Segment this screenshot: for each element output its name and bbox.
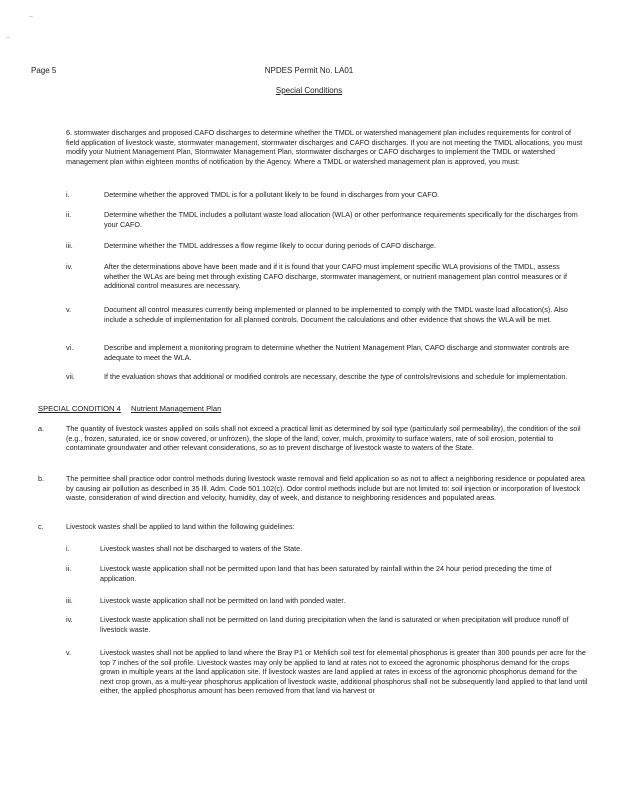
item-text: Livestock waste application shall not be permitted on land with ponded water.: [100, 596, 346, 605]
item-text: Livestock wastes shall not be applied to land where the Bray P1 or Mehlich soil test for elemental phosphorus is greater than 300 pounds per acre for the top 7 inches of the soil profile. Livestock wastes may only be applied to land at rates not to exceed the agronomic phosphorus demand for the crops grown in multiple years at the land application site. If livestock wastes are land applied at rates in excess of the agronomic phosphorus demand for the next crop grown, as a multi-year phosphorus application of livestock waste, additional phosphorus shall not be subsequently land applied to that land until either, the applied phosphorus amount has been removed from that land via harvest or: [100, 648, 588, 696]
intro-paragraph: 6. stormwater discharges and proposed CAFO discharges to determine whether the TMDL or watershed management plan includes requirements for control of field application of livestock waste, stormwater management, stormwater discharges and CAFO discharges. If you are not meeting the TMDL allocations, you must modify your Nutrient Management Plan, Stormwater Management Plan, stormwater discharges or CAFO discharges to implement the TMDL or watershed management plan within eighteen months of notification by the Agency. Where a TMDL or watershed management plan is approved, you must:: [66, 128, 583, 166]
item-number: iii.: [66, 241, 73, 250]
list-item: [66, 372, 586, 394]
page-subtitle: Special Conditions: [275, 86, 343, 95]
item-number: i.: [66, 190, 70, 199]
section-letter: c.: [38, 522, 44, 531]
item-number: v.: [66, 648, 72, 657]
item-text: Document all control measures currently being implemented or planned to be implemented to comply with the TMDL waste load allocation(s). Also include a schedule of implementation for all planned controls. Document the calculations and other evidence that shows the WLA will be met.: [104, 305, 568, 324]
permit-number: NPDES Permit No. LA01: [264, 66, 354, 75]
section-heading: [38, 404, 221, 413]
item-text: After the determinations above have been made and if it is found that your CAFO must implement specific WLA provisions of the TMDL, assess whether the WLAs are being met through existing CAFO discharge, stormwater management, or nutrient management plan control measures or if additional control measures are necessary.: [104, 262, 568, 291]
section-text: The permittee shall practice odor control methods during livestock waste removal and field application so as not to affect a neighboring residence or populated area by causing air pollution as described in 35 Ill. Adm. Code 501.102(c). Odor control methods include but are not limited to: soil injection or incorporation of livestock waste, consideration of wind direction and velocity, humidity, day of week, and distance to neighboring residences and populated areas.: [66, 474, 585, 503]
scan-speck: ..: [6, 33, 10, 40]
list-item: [66, 262, 586, 294]
section-text: Livestock wastes shall be applied to land within the following guidelines:: [66, 522, 295, 531]
section-item: [38, 522, 590, 534]
list-item: [66, 305, 586, 337]
item-number: iv.: [66, 615, 73, 624]
scan-speck: ..: [29, 12, 33, 19]
item-text: If the evaluation shows that additional or modified controls are necessary, describe the type of controls/revisions and schedule for implementation.: [104, 372, 568, 381]
section-heading-title: Nutrient Management Plan: [130, 404, 222, 413]
item-number: ii.: [66, 210, 72, 219]
list-item: [66, 210, 586, 232]
list-item: [66, 596, 590, 608]
item-number: ii.: [66, 564, 72, 573]
list-item: [66, 544, 590, 556]
list-item: [66, 564, 590, 586]
item-text: Determine whether the TMDL addresses a flow regime likely to occur during periods of CAFO discharge.: [104, 241, 436, 250]
item-text: Livestock waste application shall not be permitted upon land that has been saturated by rainfall within the 24 hour period preceding the time of application.: [100, 564, 552, 583]
list-item: [66, 190, 586, 202]
item-number: iv.: [66, 262, 73, 271]
list-item: [66, 615, 590, 637]
item-number: v.: [66, 305, 72, 314]
list-item: [66, 648, 590, 714]
list-item: [66, 241, 586, 253]
section-text: The quantity of livestock wastes applied on soils shall not exceed a practical limit as determined by soil type (particularly soil permeability), the condition of the soil (e.g., frozen, saturated, ice or snow covered, or unfrozen), the slope of the land, cover, mulch, proximity to surface waters, rate of soil erosion, potential to contaminate groundwater and other relevant considerations, so as to prevent discharge of livestock waste to waters of the State.: [66, 424, 581, 453]
item-number: vi.: [66, 343, 74, 352]
section-item: [38, 424, 590, 464]
item-text: Describe and implement a monitoring program to determine whether the Nutrient Management Plan, CAFO discharge and stormwater controls are adequate to meet the WLA.: [104, 343, 570, 362]
item-text: Livestock wastes shall not be discharged to waters of the State.: [100, 544, 303, 553]
section-heading-label: SPECIAL CONDITION 4: [38, 404, 121, 413]
section-letter: a.: [38, 424, 44, 433]
item-text: Determine whether the approved TMDL is for a pollutant likely to be found in discharges from your CAFO.: [104, 190, 440, 199]
list-item: [66, 343, 586, 365]
item-text: Livestock waste application shall not be permitted on land during precipitation when the land is saturated or when precipitation will produce runoff of livestock waste.: [100, 615, 569, 634]
section-item: [38, 474, 590, 514]
item-text: Determine whether the TMDL includes a pollutant waste load allocation (WLA) or other performance requirements specifically for the discharges from your CAFO.: [104, 210, 578, 229]
item-number: iii.: [66, 596, 73, 605]
section-letter: b.: [38, 474, 44, 483]
item-number: i.: [66, 544, 70, 553]
page-number: Page 5: [31, 66, 57, 75]
item-number: vii.: [66, 372, 75, 381]
